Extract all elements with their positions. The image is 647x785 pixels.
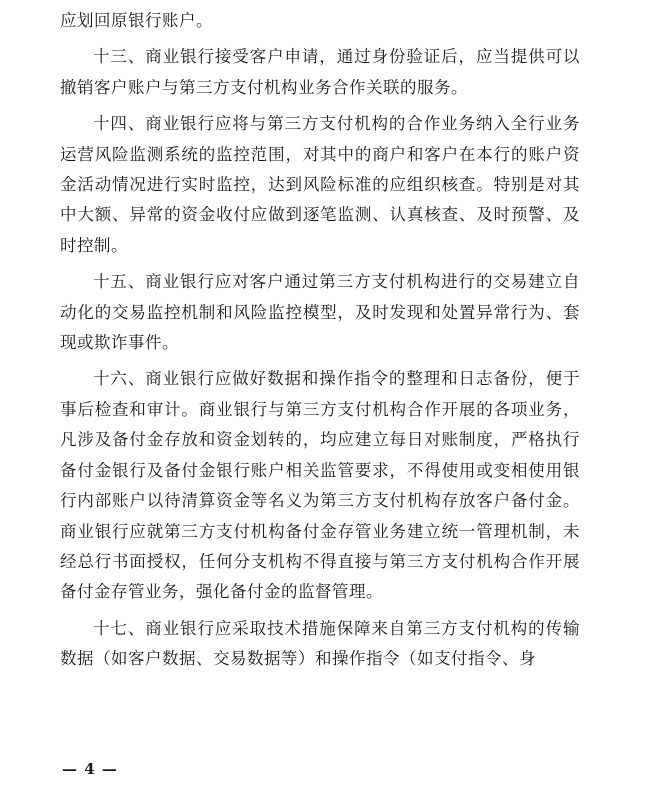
paragraph-article-17: 十七、商业银行应采取技术措施保障来自第三方支付机构的传输数据（如客户数据、交易数据等）和操作指令（如支付指令、身 (60, 618, 580, 669)
paragraph-article-14: 十四、商业银行应将与第三方支付机构的合作业务纳入全行业务运营风险监测系统的监控范围，对其中的商户和客户在本行的账户资金活动情况进行实时监控，达到风险标准的应组织核查。特别是对其中大额、异常的资金收付应做到逐笔监测、认真核查、及时预警、及时控制。 (60, 114, 580, 255)
paragraph-article-13: 十三、商业银行接受客户申请，通过身份验证后，应当提供可以撤销客户账户与第三方支付机构业务合作关联的服务。 (60, 47, 580, 97)
paragraph-article-16: 十六、商业银行应做好数据和操作指令的整理和日志备份，便于事后检查和审计。商业银行与第三方支付机构合作开展的各项业务，凡涉及备付金存放和资金划转的，均应建立每日对账制度，严格执行备付金银行及备付金银行账户相关监管要求，不得使用或变相使用银行内部账户以待清算资金等名义为第三方支付机构存放客户备付金。商业银行应就第三方支付机构备付金存管业务建立统一管理机制，未经总行书面授权，任何分支机构不得直接与第三方支付机构合作开展备付金存管业务，强化备付金的监督管理。 (60, 369, 580, 602)
page-number: — 4 — (62, 760, 118, 778)
paragraph-continuation: 应划回原银行账户。 (60, 11, 213, 30)
paragraph-article-15: 十五、商业银行应对客户通过第三方支付机构进行的交易建立自动化的交易监控机制和风险监控模型，及时发现和处置异常行为、套现或欺诈事件。 (60, 272, 580, 353)
document-body (60, 6, 580, 675)
